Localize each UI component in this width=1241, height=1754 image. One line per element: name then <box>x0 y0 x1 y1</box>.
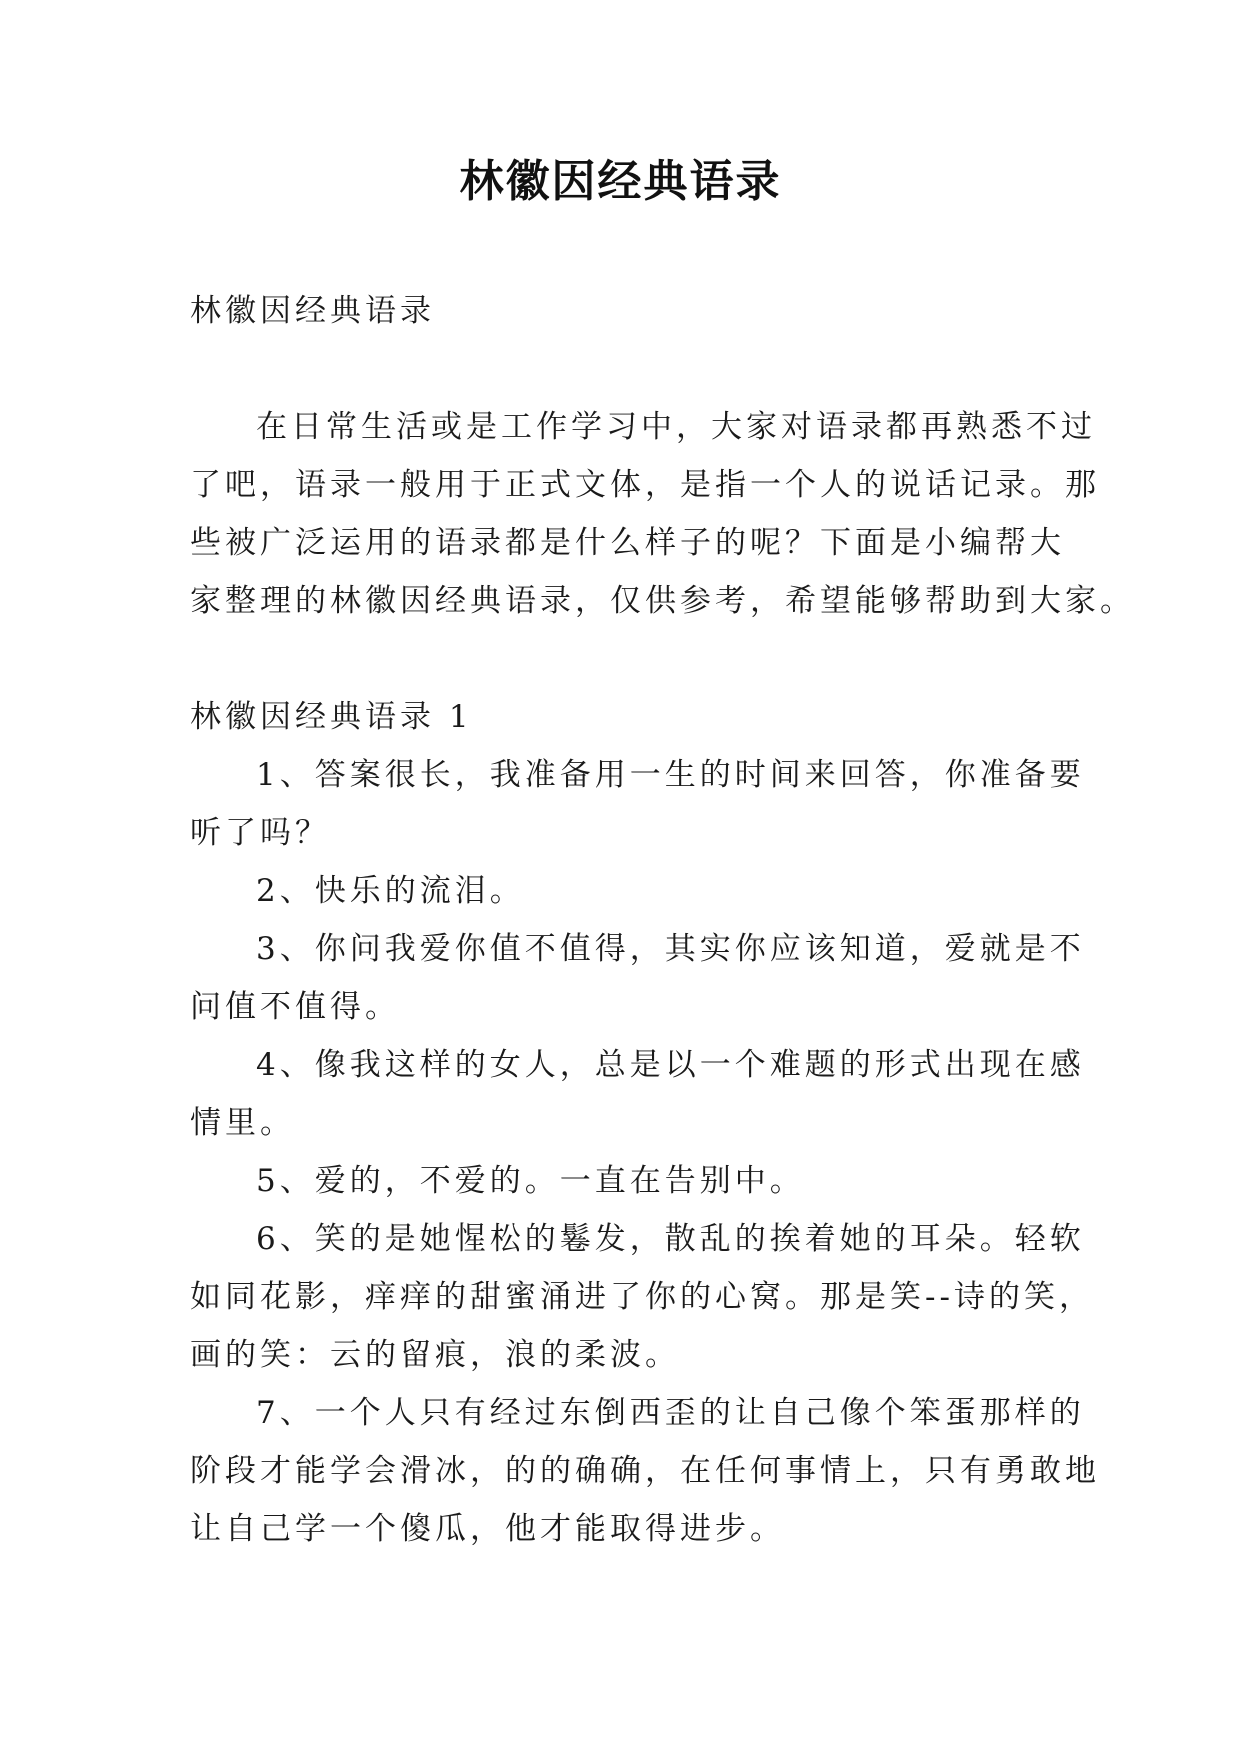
blank-line <box>190 340 1056 398</box>
quote-line: 6、笑的是她惺松的鬈发，散乱的挨着她的耳朵。轻软 <box>256 1221 1085 1257</box>
intro-line: 在日常生活或是工作学习中，大家对语录都再熟悉不过 <box>256 409 1096 445</box>
quote-line: 2、快乐的流泪。 <box>256 873 525 909</box>
intro-line: 家整理的林徽因经典语录，仅供参考，希望能够帮助到大家。 <box>190 583 1135 619</box>
quote-item <box>190 1210 1094 1384</box>
subtitle: 林徽因经典语录 <box>190 293 435 329</box>
quote-item <box>190 746 1085 862</box>
quote-item <box>190 1152 1056 1210</box>
quote-line: 7、一个人只有经过东倒西歪的让自己像个笨蛋那样的 <box>256 1395 1085 1431</box>
document-title: 林徽因经典语录 <box>459 156 782 207</box>
document-body <box>190 282 1135 1558</box>
quote-item <box>190 1036 1085 1152</box>
quote-line: 如同花影，痒痒的甜蜜涌进了你的心窝。那是笑--诗的笑， <box>190 1279 1094 1315</box>
quote-line: 4、像我这样的女人，总是以一个难题的形式出现在感 <box>256 1047 1085 1083</box>
intro-line: 了吧，语录一般用于正式文体，是指一个人的说话记录。那 <box>190 467 1100 503</box>
quote-item <box>190 862 1056 920</box>
quote-list <box>190 746 1100 1558</box>
quote-line: 画的笑：云的留痕，浪的柔波。 <box>190 1337 680 1373</box>
intro-paragraph <box>190 398 1135 630</box>
quote-line: 阶段才能学会滑冰，的的确确，在任何事情上，只有勇敢地 <box>190 1453 1100 1489</box>
quote-item <box>190 1384 1100 1558</box>
quote-line: 听了吗？ <box>190 815 330 851</box>
intro-line: 些被广泛运用的语录都是什么样子的呢？下面是小编帮大 <box>190 525 1065 561</box>
quote-item <box>190 920 1085 1036</box>
quote-line: 情里。 <box>190 1105 295 1141</box>
quote-line: 问值不值得。 <box>190 989 400 1025</box>
blank-line <box>190 630 1056 688</box>
section-heading: 林徽因经典语录 1 <box>190 699 473 735</box>
quote-line: 3、你问我爱你值不值得，其实你应该知道，爱就是不 <box>256 931 1085 967</box>
quote-line: 1、答案很长，我准备用一生的时间来回答，你准备要 <box>256 757 1085 793</box>
quote-line: 5、爱的，不爱的。一直在告别中。 <box>256 1163 805 1199</box>
quote-line: 让自己学一个傻瓜，他才能取得进步。 <box>190 1511 785 1547</box>
